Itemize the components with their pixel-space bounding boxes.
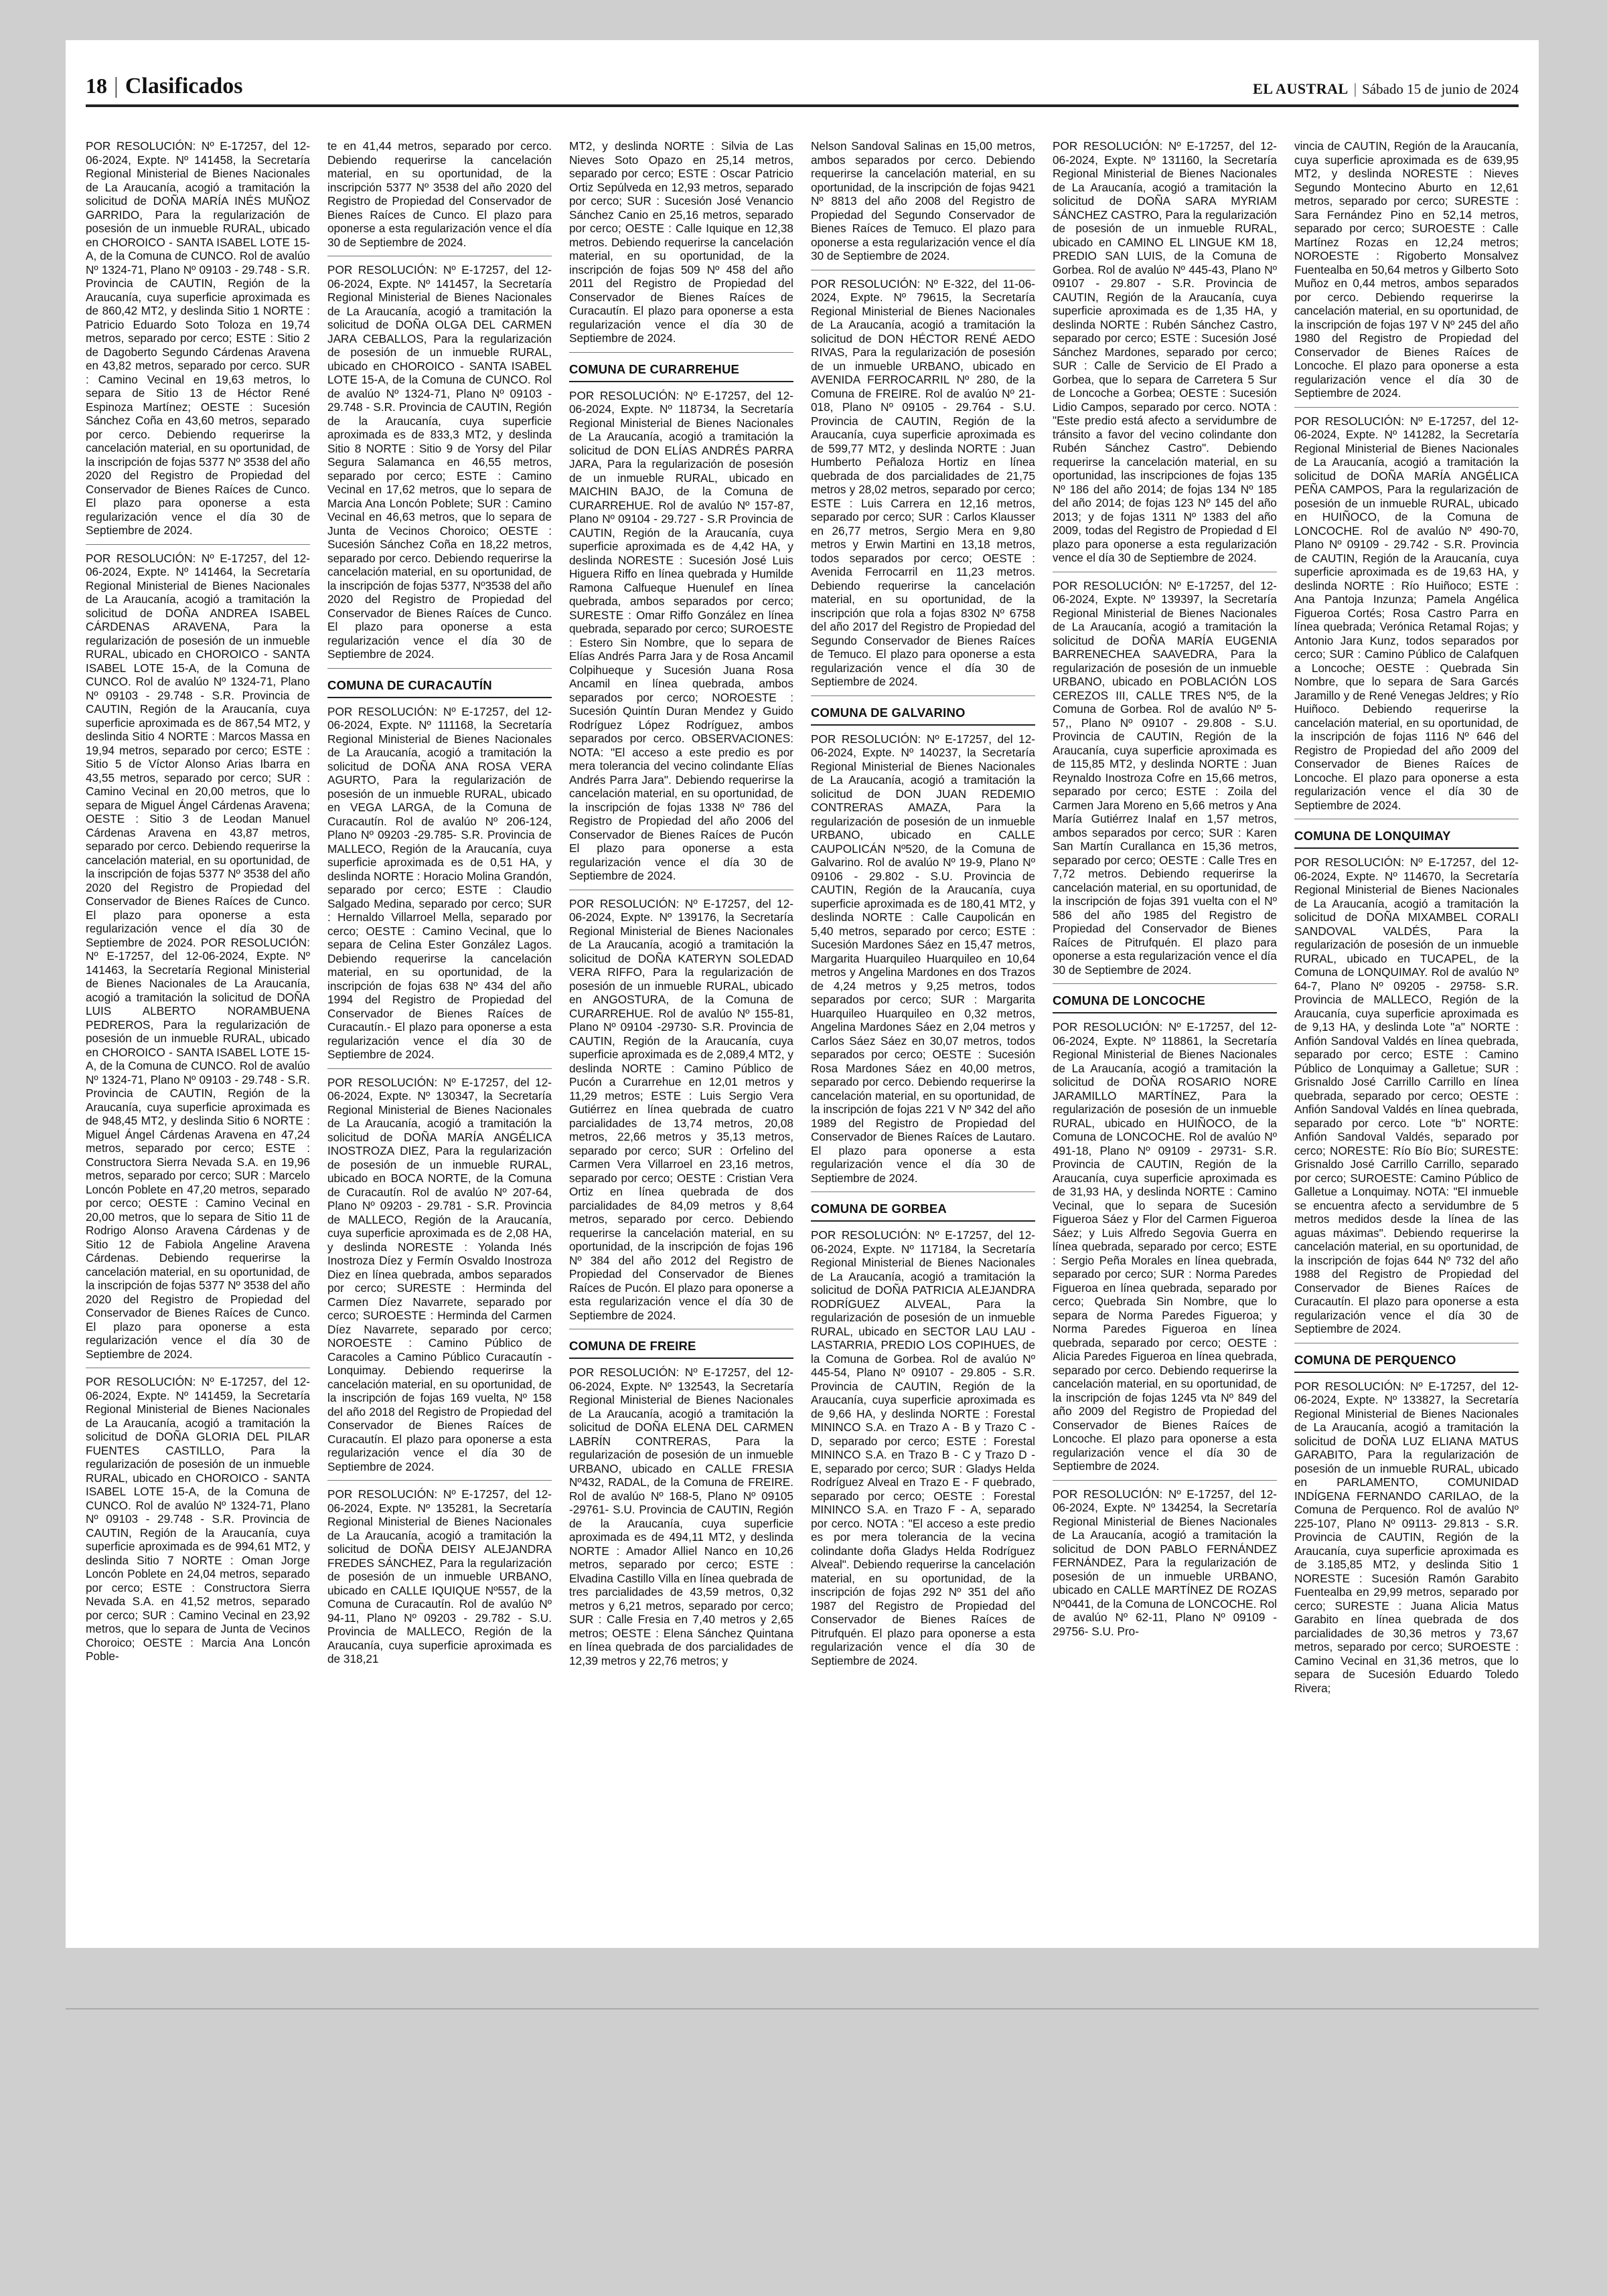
comuna-heading: COMUNA DE CURACAUTÍN — [327, 675, 552, 698]
legal-notice: POR RESOLUCIÓN: Nº E-17257, del 12-06-2024, Expte. Nº 117184, la Secretaría Regional Ministerial de Bienes Nacionales de La Araucanía, acogió a tramitación la solicitud de DOÑA PATRICIA ALEJANDRA RODRÍGUEZ ALVEAL, Para la regularización de posesión de un inmueble RURAL, ubicado en SECTOR LAU LAU - LASTARRIA, PREDIO LOS COPIHUES, de la Comuna de Gorbea. Rol de avalúo Nº 445-54, Plano Nº 09107 - 29.805 - S.R. Provincia de CAUTIN, Región de la Araucanía, cuya superficie aproximada es de 9,66 HA, y deslinda NORTE : Forestal MININCO S.A. en Trazo A - B y Trazo C - D, separado por cerco; ESTE : Forestal MININCO S.A. en Trazo B - C y Trazo D - E, separado por cerco; SUR : Gladys Helda Rodríguez Alveal en Trazo E - F quebrado, separado por cerco; OESTE : Forestal MININCO S.A. en Trazo F - A, separado por cerco. NOTA : "El acceso a este predio es por mera tolerancia de la vecina colindante doña Gladys Helda Rodríguez Alveal". Debiendo requerirse la cancelación material, en su oportunidad, de la inscripción de fojas 292 Nº 351 del año 1987 del Registro de Propiedad del Conservador de Bienes Raíces de Pitrufquén. El plazo para oponerse a esta regularización vence el día 30 de Septiembre de 2024. — [811, 1228, 1035, 1667]
legal-notice: POR RESOLUCIÓN: Nº E-17257, del 12-06-2024, Expte. Nº 133827, la Secretaría Regional Ministerial de Bienes Nacionales de La Araucanía, acogió a tramitación la solicitud de DOÑA LUZ ELIANA MATUS GARABITO, Para la regularización de posesión de un inmueble RURAL, ubicado en PARLAMENTO, COMUNIDAD INDÍGENA FERNANDO CARILAO, de la Comuna de Perquenco. Rol de avalúo Nº 225-107, Plano Nº 09113- 29.813 - S.R. Provincia de CAUTIN, Región de la Araucanía, cuya superficie aproximada es de 3.185,85 MT2, y deslinda Sitio 1 NORESTE : Sucesión Ramón Garabito Fuentealba en 29,99 metros, separado por cerco; SURESTE : Juana Alicia Matus Garabito en línea quebrada de dos parcialidades de 30,36 metros y 73,67 metros, separado por cerco; SUROESTE : Camino Vecinal en 31,36 metros, que lo separa de Sucesión Eduardo Toledo Rivera; — [1294, 1379, 1519, 1695]
page-header — [86, 70, 1519, 107]
legal-notice: Nelson Sandoval Salinas en 15,00 metros, ambos separados por cerco. Debiendo requerirse la cancelación material, en su oportunidad, de la inscripción de fojas 9421 Nº 8813 del año 2008 del Registro de Propiedad del Segundo Conservador de Bienes Raíces de Temuco. El plazo para oponerse a esta regularización vence el día 30 de Septiembre de 2024. — [811, 139, 1035, 270]
legal-notice: POR RESOLUCIÓN: Nº E-17257, del 12-06-2024, Expte. Nº 118861, la Secretaría Regional Ministerial de Bienes Nacionales de La Araucanía, acogió a tramitación la solicitud de DOÑA ROSARIO NORE JARAMILLO MARTÍNEZ, Para la regularización de posesión de un inmueble RURAL, ubicado en HUIÑOCO, de la Comuna de LONCOCHE. Rol de avalúo Nº 491-18, Plano Nº 09109 - 29731- S.R. Provincia de CAUTIN, Región de la Araucanía, cuya superficie aproximada es de 31,93 HA, y deslinda NORTE : Camino Vecinal, que lo separa de Sucesión Figueroa Sáez y Flor del Carmen Figueroa Sáez; y Luis Alfredo Segovia Guerra en línea quebrada, separado por cerco; ESTE : Sergio Peña Morales en línea quebrada, separado por cerco; SUR : Norma Paredes Figueroa en línea quebrada, separado por cerco; Quebrada Sin Nombre, que lo separa de Norma Paredes Figueroa; y Norma Paredes Figueroa en línea quebrada, separado por cerco; OESTE : Alicia Paredes Figueroa en línea quebrada, separado por cerco. Debiendo requerirse la cancelación material, en su oportunidad, de la inscripción de fojas 1245 vta Nº 849 del año 2009 del Registro de Propiedad del Conservador de Bienes Raíces de Loncoche. El plazo para oponerse a esta regularización vence el día 30 de Septiembre de 2024. — [1053, 1020, 1277, 1481]
header-separator: | — [114, 74, 119, 98]
legal-notice: POR RESOLUCIÓN: Nº E-17257, del 12-06-2024, Expte. Nº 134254, la Secretaría Regional Ministerial de Bienes Nacionales de La Araucanía, acogió a tramitación la solicitud de DON PABLO FERNÁNDEZ FERNÁNDEZ, Para la regularización de posesión de un inmueble URBANO, ubicado en CALLE MARTÍNEZ DE ROZAS Nº0441, de la Comuna de LONCOCHE. Rol de avalúo Nº 62-11, Plano Nº 09109 - 29756- S.U. Pro- — [1053, 1487, 1277, 1638]
comuna-heading: COMUNA DE FREIRE — [569, 1336, 793, 1359]
comuna-heading: COMUNA DE PERQUENCO — [1294, 1350, 1519, 1373]
comuna-heading: COMUNA DE GALVARINO — [811, 703, 1035, 726]
legal-notice: POR RESOLUCIÓN: Nº E-17257, del 12-06-2024, Expte. Nº 135281, la Secretaría Regional Ministerial de Bienes Nacionales de La Araucanía, acogió a tramitación la solicitud de DOÑA DEISY ALEJANDRA FREDES SÁNCHEZ, Para la regularización de posesión de un inmueble URBANO, ubicado en CALLE IQUIQUE Nº557, de la Comuna de Curacautín. Rol de avalúo Nº 94-11, Plano Nº 09203 - 29.782 - S.U. Provincia de MALLECO, Región de la Araucanía, cuya superficie aproximada es de 318,21 — [327, 1487, 552, 1665]
comuna-heading: COMUNA DE GORBEA — [811, 1199, 1035, 1222]
footer-rule — [66, 2008, 1539, 2010]
legal-notice: POR RESOLUCIÓN: Nº E-17257, del 12-06-2024, Expte. Nº 141457, la Secretaría Regional Ministerial de Bienes Nacionales de La Araucanía, acogió a tramitación la solicitud de DOÑA OLGA DEL CARMEN JARA CEBALLOS, Para la regularización de posesión de un inmueble RURAL, ubicado en CHOROICO - SANTA ISABEL LOTE 15-A, de la Comuna de CUNCO. Rol de avalúo Nº 1324-71, Plano Nº 09103 - 29.748 - S.R. Provincia de CAUTIN, Región de la Araucanía, cuya superficie aproximada es de 833,3 MT2, y deslinda Sitio 8 NORTE : Sitio 9 de Yorsy del Pilar Segura Salamanca en 46,55 metros, separado por cerco; ESTE : Camino Vecinal en 17,62 metros, que lo separa de Marcia Ana Loncón Poblete; SUR : Camino Vecinal en 46,63 metros, que lo separa de Junta de Vecinos Choroico; OESTE : Sucesión Sánchez Coña en 18,22 metros, separado por cerco. Debiendo requerirse la cancelación material, en su oportunidad, de la inscripción de fojas 5377, Nº3538 del año 2020 del Registro de Propiedad del Conservador de Bienes Raíces de Cunco. El plazo para oponerse a esta regularización vence el día 30 de Septiembre de 2024. — [327, 263, 552, 669]
header-left — [86, 74, 243, 104]
legal-notice: POR RESOLUCIÓN: Nº E-17257, del 12-06-2024, Expte. Nº 131160, la Secretaría Regional Ministerial de Bienes Nacionales de La Araucanía, acogió a tramitación la solicitud de DOÑA SARA MYRIAM SÁNCHEZ CASTRO, Para la regularización de posesión de un inmueble RURAL, ubicado en CAMINO EL LINGUE KM 18, PREDIO SAN LUIS, de la Comuna de Gorbea. Rol de avalúo Nº 445-43, Plano Nº 09107 - 29.807 - S.R. Provincia de CAUTIN, Región de la Araucanía, cuya superficie aproximada es de 1,35 HA, y deslinda NORTE : Rubén Sánchez Castro, separado por cerco; ESTE : Sucesión José Sánchez Mardones, separado por cerco; SUR : Calle de Servicio de El Prado a Gorbea, que lo separa de Carretera 5 Sur de Loncoche a Gorbea; OESTE : Sucesión Lidio Campos, separado por cerco. NOTA : "Este predio está afecto a servidumbre de tránsito a favor del vecino colindante don Rubén Sánchez Castro". Debiendo requerirse la cancelación material, en su oportunidad, las inscripciones de fojas 135 Nº 186 del año 2014; de fojas 134 Nº 185 del año 2014; de fojas 123 Nº 145 del año 2013; y de fojas 1311 Nº 1383 del año 2009, todas del Registro de Propiedad d El plazo para oponerse a esta regularización vence el día 30 de Septiembre de 2024. — [1053, 139, 1277, 572]
section-title: Clasificados — [125, 74, 243, 98]
comuna-heading: COMUNA DE LONQUIMAY — [1294, 826, 1519, 849]
legal-notice: POR RESOLUCIÓN: Nº E-17257, del 12-06-2024, Expte. Nº 139397, la Secretaría Regional Ministerial de Bienes Nacionales de La Araucanía, acogió a tramitación la solicitud de DOÑA MARÍA EUGENIA BARRENECHEA SAAVEDRA, Para la regularización de posesión de un inmueble URBANO, ubicado en POBLACIÓN LOS CEREZOS III, CALLE TRES Nº5, de la Comuna de Gorbea. Rol de avalúo Nº 5-57,, Plano Nº 09107 - 29.808 - S.U. Provincia de CAUTIN, Región de la Araucanía, cuya superficie aproximada es de 115,85 MT2, y deslinda NORTE : Juan Reynaldo Inostroza Cofre en 15,66 metros, separado por cerco; ESTE : Zoila del Carmen Jara Moreno en 5,66 metros y Ana María Gutiérrez Inalaf en 1,57 metros, ambos separados por cerco; SUR : Karen San Martín Curallanca en 15,36 metros, separado por cerco; OESTE : Calle Tres en 7,72 metros. Debiendo requerirse la cancelación material, en su oportunidad, de la inscripción de fojas 391 vuelta con el Nº 586 del año 1985 del Registro de Propiedad del Conservador de Bienes Raíces de Pitrufquén. El plazo para oponerse a esta regularización vence el día 30 de Septiembre de 2024. — [1053, 579, 1277, 985]
column-6 — [1294, 139, 1519, 1906]
column-2 — [327, 139, 552, 1906]
column-4 — [811, 139, 1035, 1906]
legal-notice: POR RESOLUCIÓN: Nº E-17257, del 12-06-2024, Expte. Nº 141459, la Secretaría Regional Ministerial de Bienes Nacionales de La Araucanía, acogió a tramitación la solicitud de DOÑA GLORIA DEL PILAR FUENTES CASTILLO, Para la regularización de posesión de un inmueble RURAL, ubicado en CHOROICO - SANTA ISABEL LOTE 15-A, de la Comuna de CUNCO. Rol de avalúo Nº 1324-71, Plano Nº 09103 - 29.748 - S.R. Provincia de CAUTIN, Región de la Araucanía, cuya superficie aproximada es de 994,61 MT2, y deslinda Sitio 7 NORTE : Oman Jorge Loncón Poblete en 24,04 metros, separado por cerco; ESTE : Constructora Sierra Nevada S.A. en 41,52 metros, separado por cerco; SUR : Camino Vecinal en 23,92 metros, que lo separa de Junta de Vecinos Choroico; OESTE : Marcia Ana Loncón Poble- — [86, 1375, 310, 1663]
comuna-heading: COMUNA DE CURARREHUE — [569, 359, 793, 382]
header-separator: | — [1353, 80, 1357, 97]
legal-notice: POR RESOLUCIÓN: Nº E-17257, del 12-06-2024, Expte. Nº 132543, la Secretaría Regional Ministerial de Bienes Nacionales de La Araucanía, acogió a tramitación la solicitud de DOÑA ELENA DEL CARMEN LABRÍN CONTRERAS, Para la regularización de posesión de un inmueble URBANO, ubicado en CALLE FRESIA Nº432, RADAL, de la Comuna de FREIRE. Rol de avalúo Nº 168-5, Plano Nº 09105 -29761- S.U. Provincia de CAUTIN, Región de la Araucanía, cuya superficie aproximada es de 494,11 MT2, y deslinda NORTE : Amador Alliel Nanco en 10,26 metros, separado por cerco; ESTE : Elvadina Castillo Villa en línea quebrada de tres parcialidades de 43,59 metros, 0,32 metros y 6,21 metros, separado por cerco; SUR : Calle Fresia en 7,40 metros y 2,65 metros; OESTE : Elena Sánchez Quintana en línea quebrada de dos parcialidades de 12,39 metros y 22,76 metros; y — [569, 1366, 793, 1667]
header-right — [1253, 80, 1519, 104]
legal-notice: POR RESOLUCIÓN: Nº E-17257, del 12-06-2024, Expte. Nº 141458, la Secretaría Regional Ministerial de Bienes Nacionales de La Araucanía, acogió a tramitación la solicitud de DOÑA MARÍA INÉS MUÑOZ GARRIDO, Para la regularización de posesión de un inmueble RURAL, ubicado en CHOROICO - SANTA ISABEL LOTE 15-A, de la Comuna de CUNCO. Rol de avalúo Nº 1324-71, Plano Nº 09103 - 29.748 - S.R. Provincia de CAUTIN, Región de la Araucanía, cuya superficie aproximada es de 860,42 MT2, y deslinda Sitio 1 NORTE : Patricio Eduardo Soto Toloza en 19,74 metros, separado por cerco; ESTE : Sitio 2 de Dagoberto Segundo Cárdenas Aravena en 43,82 metros, separado por cerco. SUR : Camino Vecinal en 19,63 metros, lo separa de Sitio 13 de Héctor René Espinoza Martínez; OESTE : Sucesión Sánchez Coña en 43,60 metros, separado por cerco. Debiendo requerirse la cancelación material, en su oportunidad, de la inscripción de fojas 5377 Nº 3538 del año 2020 del Registro de Propiedad del Conservador de Bienes Raíces de Cunco. El plazo para oponerse a esta regularización vence el día 30 de Septiembre de 2024. — [86, 139, 310, 545]
comuna-heading: COMUNA DE LONCOCHE — [1053, 991, 1277, 1013]
legal-notice: POR RESOLUCIÓN: Nº E-17257, del 12-06-2024, Expte. Nº 118734, la Secretaría Regional Ministerial de Bienes Nacionales de La Araucanía, acogió a tramitación la solicitud de DON ELÍAS ANDRÉS PARRA JARA, Para la regularización de posesión de un inmueble RURAL, ubicado en MAICHIN BAJO, de la Comuna de CURARREHUE. Rol de avalúo Nº 157-87, Plano Nº 09104 - 29.727 - S.R Provincia de CAUTIN, Región de la Araucanía, cuya superficie aproximada es de 4,42 HA, y deslinda NORESTE : Sucesión José Luis Higuera Riffo en línea quebrada y Humilde Ramona Calfueque Huenulef en línea quebrada, ambos separados por cerco; SURESTE : Omar Riffo González en línea quebrada, separado por cerco; SUROESTE : Estero Sin Nombre, que lo separa de Elías Andrés Parra Jara y de Rosa Ancamil Colpihueque y Sucesión Juana Rosa Ancamil en línea quebrada, ambos separados por cerco; NOROESTE : Sucesión Quintín Duran Mendez y Guido Rodríguez López Rodríguez, ambos separados por cerco. OBSERVACIONES: NOTA: "El acceso a este predio es por mera tolerancia del vecino colindante Elías Andrés Parra Jara". Debiendo requerirse la cancelación material, en su oportunidad, de la inscripción de fojas 1338 Nº 786 del Registro de Propiedad del año 2006 del Conservador de Bienes Raíces de Pucón El plazo para oponerse a esta regularización vence el día 30 de Septiembre de 2024. — [569, 389, 793, 890]
page-number: 18 — [86, 74, 107, 98]
legal-notice: POR RESOLUCIÓN: Nº E-17257, del 12-06-2024, Expte. Nº 140237, la Secretaría Regional Ministerial de Bienes Nacionales de La Araucanía, acogió a tramitación la solicitud de DON JUAN REDEMIO CONTRERAS AMAZA, Para la regularización de posesión de un inmueble URBANO, ubicado en CALLE CAUPOLICÁN Nº520, de la Comuna de Galvarino. Rol de avalúo Nº 19-9, Plano Nº 09106 - 29.802 - S.U. Provincia de CAUTIN, Región de la Araucanía, cuya superficie aproximada es de 180,41 MT2, y deslinda NORTE : Calle Caupolicán en 5,40 metros, separado por cerco; ESTE : Sucesión Mardones Sáez en 15,47 metros, Margarita Huarquileo Huarquileo en 10,64 metros y Angelina Mardones en dos Trazos de 4,24 metros y 9,25 metros, todos separados por cerco; SUR : Margarita Huarquileo Huarquileo en 0,32 metros, Angelina Mardones Sáez en 2,04 metros y Carlos Sáez Sáez en 30,07 metros, todos separados por cerco; OESTE : Sucesión Rosa Mardones Sáez en 40,00 metros, separado por cerco. Debiendo requerirse la cancelación material, en su oportunidad, de la inscripción de fojas 221 V Nº 342 del año 1989 del Registro de Propiedad del Conservador de Bienes Raíces de Lautaro. El plazo para oponerse a esta regularización vence el día 30 de Septiembre de 2024. — [811, 732, 1035, 1193]
legal-notice: POR RESOLUCIÓN: Nº E-17257, del 12-06-2024, Expte. Nº 111168, la Secretaría Regional Ministerial de Bienes Nacionales de La Araucanía, acogió a tramitación la solicitud de DOÑA ANA ROSA VERA AGURTO, Para la regularización de posesión de un inmueble RURAL, ubicado en VEGA LARGA, de la Comuna de Curacautín. Rol de avalúo Nº 206-124, Plano Nº 09203 -29.785- S.R. Provincia de MALLECO, Región de la Araucanía, cuya superficie aproximada es de 0,51 HA, y deslinda NORTE : Horacio Molina Grandón, separado por cerco; ESTE : Claudio Salgado Medina, separado por cerco; SUR : Hernaldo Villarroel Mella, separado por cerco; OESTE : Camino Vecinal, que lo separa de Celina Ester González Lagos. Debiendo requerirse la cancelación material, en su oportunidad, de la inscripción de fojas 638 Nº 434 del año 1994 del Registro de Propiedad del Conservador de Bienes Raíces de Curacautín.- El plazo para oponerse a esta regularización vence el día 30 de Septiembre de 2024. — [327, 705, 552, 1069]
newspaper-page — [66, 40, 1539, 1948]
legal-notice: POR RESOLUCIÓN: Nº E-17257, del 12-06-2024, Expte. Nº 130347, la Secretaría Regional Ministerial de Bienes Nacionales de La Araucanía, acogió a tramitación la solicitud de DOÑA MARÍA ANGÉLICA INOSTROZA DIEZ, Para la regularización de posesión de un inmueble RURAL, ubicado en BOCA NORTE, de la Comuna de Curacautín. Rol de avalúo Nº 207-64, Plano Nº 09203 - 29.781 - S.R. Provincia de MALLECO, Región de la Araucanía, cuya superficie aproximada es de 2,08 HA, y deslinda NORESTE : Yolanda Inés Inostroza Díez y Fermín Osvaldo Inostroza Diez en línea quebrada, ambos separados por cerco; SURESTE : Herminda del Carmen Díez Navarrete, separado por cerco; SUROESTE : Herminda del Carmen Díez Navarrete, separado por cerco; NOROESTE : Camino Público de Caracoles a Camino Público Curacautín - Lonquimay. Debiendo requerirse la cancelación material, en su oportunidad, de la inscripción de fojas 169 vuelta, Nº 158 del año 2018 del Registro de Propiedad del Conservador de Bienes Raíces de Curacautín. El plazo para oponerse a esta regularización vence el día 30 de Septiembre de 2024. — [327, 1076, 552, 1481]
legal-notice: POR RESOLUCIÓN: Nº E-17257, del 12-06-2024, Expte. Nº 114670, la Secretaría Regional Ministerial de Bienes Nacionales de La Araucanía, acogió a tramitación la solicitud de DOÑA MIXAMBEL CORALI SANDOVAL VALDÉS, Para la regularización de posesión de un inmueble RURAL, ubicado en TUCAPEL, de la Comuna de LONQUIMAY. Rol de avalúo Nº 64-7, Plano Nº 09205 - 29758- S.R. Provincia de MALLECO, Región de la Araucanía, cuya superficie aproximada es de 9,13 HA, y deslinda Lote "a" NORTE : Anfión Sandoval Valdés en línea quebrada, separado por cerco; ESTE : Camino Público de Lonquimay a Galletue; SUR : Grisnaldo José Carrillo Carrillo en línea quebrada, separado por cerco; OESTE : Anfión Sandoval Valdés en línea quebrada, separado por cerco. Lote "b" NORTE: Anfión Sandoval Valdés, separado por cerco; NORESTE: Río Bío Bío; SURESTE: Grisnaldo José Carrillo Carrillo, separado por cerco; SUROESTE: Camino Público de Galletue a Lonquimay. NOTA: "El inmueble se encuentra afecto a servidumbre de 5 metros medidos desde la línea de las aguas máximas". Debiendo requerirse la cancelación material, en su oportunidad, de la inscripción de fojas 644 Nº 732 del año 1988 del Registro de Propiedad del Conservador de Bienes Raíces de Curacautín. El plazo para oponerse a esta regularización vence el día 30 de Septiembre de 2024. — [1294, 855, 1519, 1343]
newspaper-name: EL AUSTRAL — [1253, 80, 1349, 97]
legal-notice: POR RESOLUCIÓN: Nº E-17257, del 12-06-2024, Expte. Nº 141464, la Secretaría Regional Ministerial de Bienes Nacionales de La Araucanía, acogió a tramitación la solicitud de DOÑA ANDREA ISABEL CÁRDENAS ARAVENA, Para la regularización de posesión de un inmueble RURAL, ubicado en CHOROICO - SANTA ISABEL LOTE 15-A, de la Comuna de CUNCO. Rol de avalúo Nº 1324-71, Plano Nº 09103 - 29.748 - S.R. Provincia de CAUTIN, Región de la Araucanía, cuya superficie aproximada es de 867,54 MT2, y deslinda Sitio 4 NORTE : Marcos Massa en 19,94 metros, separado por cerco; ESTE : Sitio 5 de Víctor Alonso Arias Ibarra en 43,55 metros, separado por cerco; SUR : Camino Vecinal en 20,00 metros, que lo separa de Miguel Ángel Cárdenas Aravena; OESTE : Sitio 3 de Leodan Manuel Cárdenas Aravena en 43,87 metros, separado por cerco. Debiendo requerirse la cancelación material, en su oportunidad, de la inscripción de fojas 5377 Nº 3538 del año 2020 del Registro de Propiedad del Conservador de Bienes Raíces de Cunco. El plazo para oponerse a esta regularización vence el día 30 de Septiembre de 2024. POR RESOLUCIÓN: Nº E-17257, del 12-06-2024, Expte. Nº 141463, la Secretaría Regional Ministerial de Bienes Nacionales de La Araucanía, acogió a tramitación la solicitud de DOÑA LUIS ALBERTO NORAMBUENA PEDREROS, Para la regularización de posesión de un inmueble RURAL, ubicado en CHOROICO - SANTA ISABEL LOTE 15-A, de la Comuna de CUNCO. Rol de avalúo Nº 1324-71, Plano Nº 09103 - 29.748 - S.R. Provincia de CAUTIN, Región de la Araucanía, cuya superficie aproximada es de 948,45 MT2, y deslinda Sitio 6 NORTE : Miguel Ángel Cárdenas Aravena en 47,24 metros, separado por cerco; ESTE : Constructora Sierra Nevada S.A. en 19,96 metros, separado por cerco; SUR : Marcelo Loncón Poblete en 47,20 metros, separado por cerco; OESTE : Camino Vecinal en 20,00 metros, que lo separa de Sitio 11 de Rodrigo Alonso Aravena Cárdenas y de Sitio 12 de Fabiola Angeline Aravena Cárdenas. Debiendo requerirse la cancelación material, en su oportunidad, de la inscripción de fojas 5377 Nº 3538 del año 2020 del Registro de Propiedad del Conservador de Bienes Raíces de Cunco. El plazo para oponerse a esta regularización vence el día 30 de Septiembre de 2024. — [86, 552, 310, 1369]
column-5 — [1053, 139, 1277, 1906]
legal-notice: vincia de CAUTIN, Región de la Araucanía, cuya superficie aproximada es de 639,95 MT2, y deslinda NORESTE : Nieves Segundo Montecino Aburto en 12,61 metros, separado por cerco; SURESTE : Sara Fernández Pino en 52,14 metros, separado por cerco; SUROESTE : Calle Martínez Rozas en 12,24 metros; NOROESTE : Rigoberto Monsalvez Fuentealba en 50,64 metros y Gilberto Soto Muñoz en 0,44 metros, ambos separados por cerco. Debiendo requerirse la cancelación material, en su oportunidad, de la inscripción de fojas 197 V Nº 245 del año 1980 del Registro de Propiedad del Conservador de Bienes Raíces de Loncoche. El plazo para oponerse a esta regularización vence el día 30 de Septiembre de 2024. — [1294, 139, 1519, 408]
legal-notice: POR RESOLUCIÓN: Nº E-17257, del 12-06-2024, Expte. Nº 139176, la Secretaría Regional Ministerial de Bienes Nacionales de La Araucanía, acogió a tramitación la solicitud de DOÑA KATERYN SOLEDAD VERA RIFFO, Para la regularización de posesión de un inmueble RURAL, ubicado en ANGOSTURA, de la Comuna de CURARREHUE. Rol de avalúo Nº 155-81, Plano Nº 09104 -29730- S.R. Provincia de CAUTIN, Región de la Araucanía, cuya superficie aproximada es de 2,089,4 MT2, y deslinda NORTE : Camino Público de Pucón a Curarrehue en 12,01 metros y 11,29 metros; ESTE : Luis Sergio Vera Gutiérrez en línea quebrada de cuatro parcialidades de 13,74 metros, 20,08 metros, 22,66 metros y 35,13 metros, separado por cerco; SUR : Orfelino del Carmen Vera Villarroel en 23,16 metros, separado por cerco; OESTE : Cristian Vera Ortiz en línea quebrada de dos parcialidades de 84,09 metros y 8,64 metros, separado por cerco. Debiendo requerirse la cancelación material, en su oportunidad, de la inscripción de fojas 196 Nº 384 del año 2012 del Registro de Propiedad del Conservador de Bienes Raíces de Pucón. El plazo para oponerse a esta regularización vence el día 30 de Septiembre de 2024. — [569, 897, 793, 1330]
legal-notice: MT2, y deslinda NORTE : Silvia de Las Nieves Soto Opazo en 25,14 metros, separado por cerco; ESTE : Oscar Patricio Ortiz Sepúlveda en 12,93 metros, separado por cerco; SUR : Sucesión José Venancio Sánchez Canio en 25,16 metros, separado por cerco; OESTE : Calle Iquique en 12,38 metros. Debiendo requerirse la cancelación material, en su oportunidad, de la inscripción de fojas 509 Nº 458 del año 2011 del Registro de Propiedad del Conservador de Bienes Raíces de Curacautín. El plazo para oponerse a esta regularización vence el día 30 de Septiembre de 2024. — [569, 139, 793, 353]
legal-notice: POR RESOLUCIÓN: Nº E-17257, del 12-06-2024, Expte. Nº 141282, la Secretaría Regional Ministerial de Bienes Nacionales de La Araucanía, acogió a tramitación la solicitud de DOÑA MARÍA ANGÉLICA PEÑA CAMPOS, Para la regularización de posesión de un inmueble RURAL, ubicado en HUIÑOCO, de la Comuna de LONCOCHE. Rol de avalúo Nº 490-70, Plano Nº 09109 - 29.742 - S.R. Provincia de CAUTIN, Región de la Araucanía, cuya superficie aproximada es de 19,63 HA, y deslinda NORTE : Río Huiñoco; ESTE : Ana Pantoja Inzunza; Pamela Angélica Figueroa Cortés; Rosa Castro Parra en línea quebrada; Verónica Retamal Rojas; y Antonio Jara Kunz, todos separados por cerco; SUR : Camino Público de Calafquen a Loncoche; OESTE : Quebrada Sin Nombre, que lo separa de Sara Garcés Jaramillo y de René Venegas Jeldres; y Río Huiñoco. Debiendo requerirse la cancelación material, en su oportunidad, de la inscripción de fojas 1116 Nº 646 del Registro de Propiedad del año 2009 del Conservador de Bienes Raíces de Loncoche. El plazo para oponerse a esta regularización vence el día 30 de Septiembre de 2024. — [1294, 414, 1519, 820]
issue-date: Sábado 15 de junio de 2024 — [1362, 81, 1519, 97]
column-3 — [569, 139, 793, 1906]
classified-columns — [86, 139, 1519, 1906]
column-1 — [86, 139, 310, 1906]
legal-notice: POR RESOLUCIÓN: Nº E-322, del 11-06-2024, Expte. Nº 79615, la Secretaría Regional Ministerial de Bienes Nacionales de La Araucanía, acogió a tramitación la solicitud de DON HÉCTOR RENÉ AEDO RIVAS, Para la regularización de posesión de un inmueble URBANO, ubicado en AVENIDA FERROCARRIL Nº 280, de la Comuna de FREIRE. Rol de avalúo Nº 21-018, Plano Nº 09105 - 29.764 - S.U. Provincia de CAUTIN, Región de la Araucanía, cuya superficie aproximada es de 599,77 MT2, y deslinda NORTE : Juan Humberto Peñaloza Hortiz en línea quebrada de dos parcialidades de 21,75 metros y 28,02 metros, separado por cerco; ESTE : Luis Carrera en 12,16 metros, separado por cerco; SUR : Carlos Klausser en 26,77 metros, Sergio Mera en 9,80 metros y Erwin Martini en 13,18 metros, todos separados por cerco; OESTE : Avenida Ferrocarril en 11,23 metros. Debiendo requerirse la cancelación material, en su oportunidad, de la inscripción que rola a fojas 8302 Nº 6758 del año 2017 del Registro de Propiedad del Segundo Conservador de Bienes Raíces de Temuco. El plazo para oponerse a esta regularización vence el día 30 de Septiembre de 2024. — [811, 277, 1035, 696]
legal-notice: te en 41,44 metros, separado por cerco. Debiendo requerirse la cancelación material, en su oportunidad, de la inscripción 5377 Nº 3538 del año 2020 del Registro de Propiedad del Conservador de Bienes Raíces de Cunco. El plazo para oponerse a esta regularización vence el día 30 de Septiembre de 2024. — [327, 139, 552, 256]
